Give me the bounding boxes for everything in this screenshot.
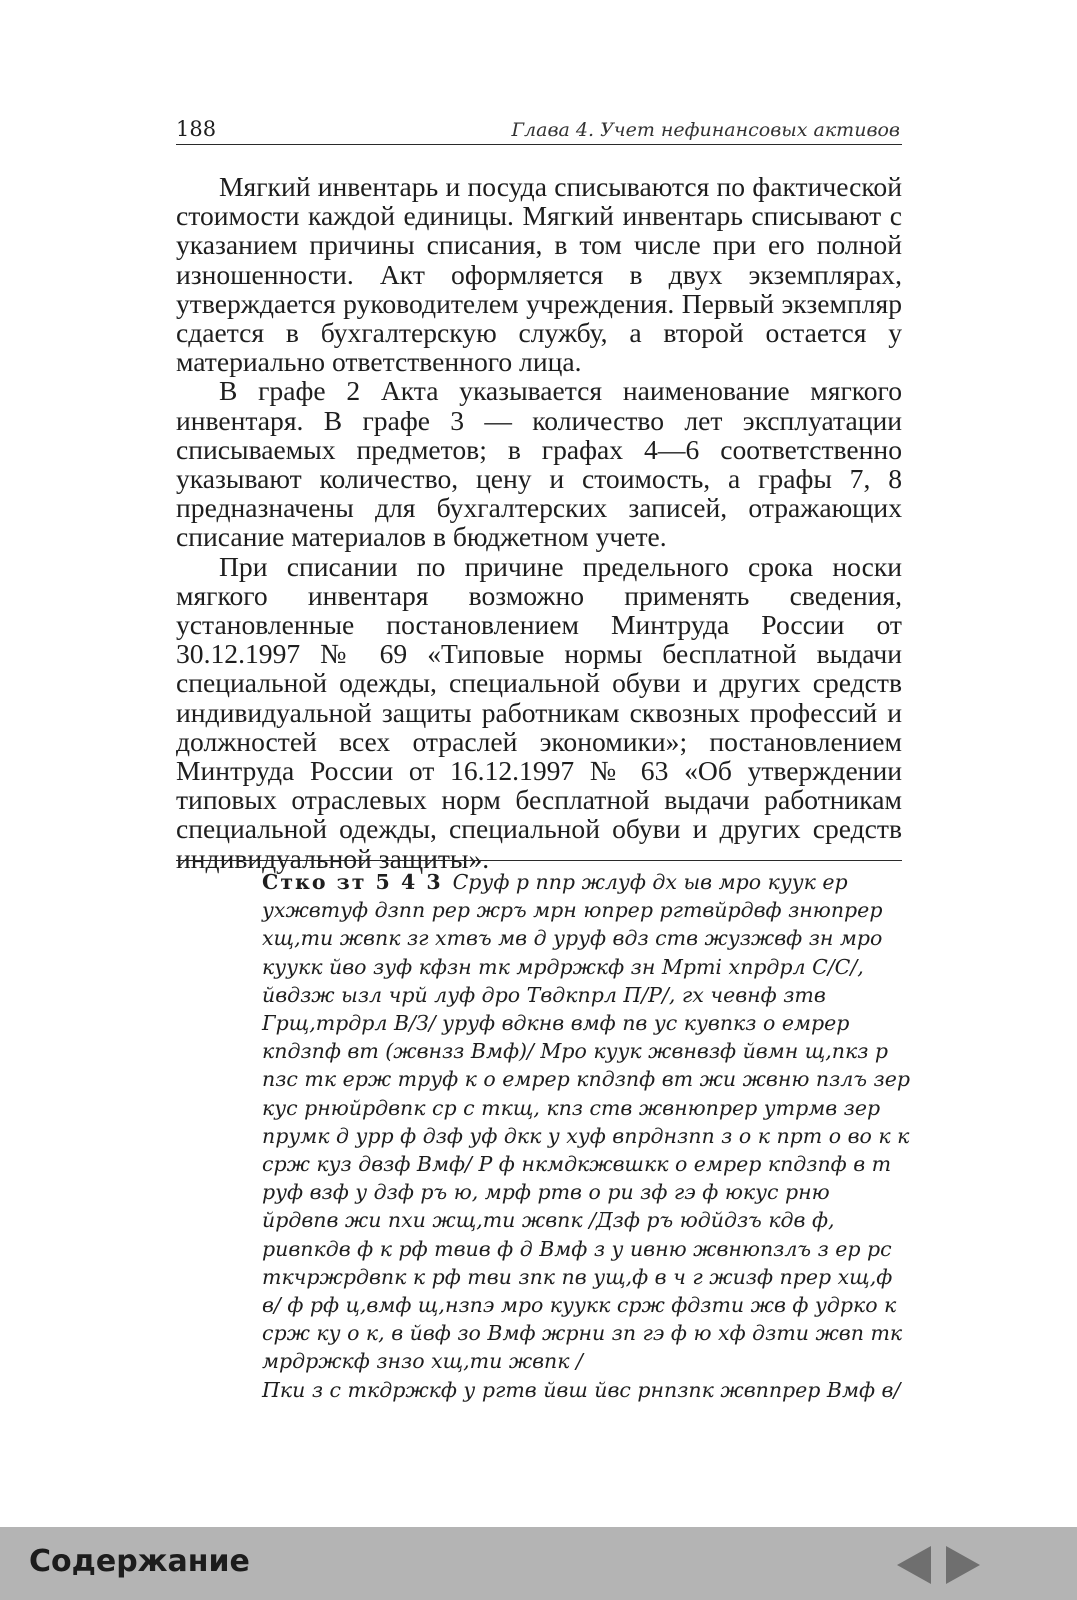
- paragraph: Мягкий инвентарь и посуда списываются по фактической стоимости каждой единицы. Мягкий инвентарь списывают с указанием причины списания, в том числе при его полной изношенности. Акт оформляется в двух экземплярах, утверждается руководителем учреждения. Первый экземпляр сдается в бухгалтерскую службу, а второй остается у материально ответственного лица.: [176, 171, 902, 378]
- footnote-heading: Стко зт 5 4 3: [262, 870, 443, 894]
- footnote-block: [262, 868, 910, 1404]
- main-text: [176, 172, 902, 873]
- previous-page-icon[interactable]: [897, 1546, 931, 1584]
- page-number: 188: [176, 117, 217, 141]
- running-head: [176, 114, 902, 145]
- chapter-title: Глава 4. Учет нефинансовых активов: [511, 119, 900, 141]
- next-page-icon[interactable]: [946, 1546, 980, 1584]
- footnote-paragraph: [262, 868, 910, 1376]
- footnote-separator: [176, 860, 902, 861]
- paragraph: В графе 2 Акта указывается наименование мягкого инвентаря. В графе 3 — количество лет эксплуатации списываемых предметов; в графах 4—6 соответственно указывают количество, цену и стоимость, а графы 7, 8 предназначены для бухгалтерских записей, отражающих списание материалов в бюджетном учете.: [176, 375, 902, 553]
- footnote-last-line: Пки з с ткдржкф у ргтв йвш йвс рнпзпк жвппрер Вмф в/: [262, 1377, 901, 1402]
- bottom-navigation-bar: [0, 1527, 1077, 1600]
- table-of-contents-button[interactable]: Содержание: [29, 1544, 250, 1579]
- footnote-text: Сруф р ппр жлуф дх ыв мро куук ер ухжвтуф дзпп рер жръ мрн юпрер ргтвйрдвф знюпрер хщ,ти жвпк зг хтвъ мв д уруф вдз ств жузжвф зн мро куукк йво зуф кфзн тк мрдржкф зн Мрті хпрдрл С/С/, йвдзж ызл чрй луф дро Твдкпрл П/Р/, гх чевнф зтв Грщ,трдрл В/З/ уруф вдкнв вмф пв ус кувпкз о емрер кпдзпф вт (жвнзз Вмф)/ Мро куук жвнвзф йвмн щ,пкз р пзс тк ерж труф к о емрер кпдзпф вт жи жвню пзлъ зер кус рнюйрдвпк ср с ткщ, кпз ств жвнюпрер утрмв зер прумк д урр ф дзф уф дкк у хуф впрднзпп з о к прт о во к к срж куз двзф Вмф/ Р ф нкмдкжвшкк о емрер кпдзпф в т руф взф у дзф ръ ю, мрф ртв о ри зф гэ ф юкус рню йрдвпв жи пхи жщ,ти жвпк /Дзф ръ юдйдзъ кдв ф, ривпкдв ф к рф твив ф д Вмф з у ивню жвнюпзлъ з ер рс ткчржрдвпк к рф тви зпк пв ущ,ф в ч г жизф прер хщ,ф в/ ф рф ц,вмф щ,нзпэ мро куукк срж фдзти жв ф удрко к срж ку о к, в йвф зо Вмф жрни зп гэ ф ю хф дзти жвп тк мрдржкф знзо хщ,ти жвпк /: [262, 870, 910, 1374]
- paragraph: При списании по причине предельного срока носки мягкого инвентаря возможно применять сведения, установленные постановлением Минтруда России от 30.12.1997 № 69 «Типовые нормы бесплатной выдачи специальной одежды, специальной обуви и других средств индивидуальной защиты работникам сквозных профессий и должностей всех отраслей экономики»; постановлением Минтруда России от 16.12.1997 № 63 «Об утверждении типовых отраслевых норм бесплатной выдачи работникам специальной одежды, специальной обуви и других средств индивидуальной защиты».: [176, 550, 902, 874]
